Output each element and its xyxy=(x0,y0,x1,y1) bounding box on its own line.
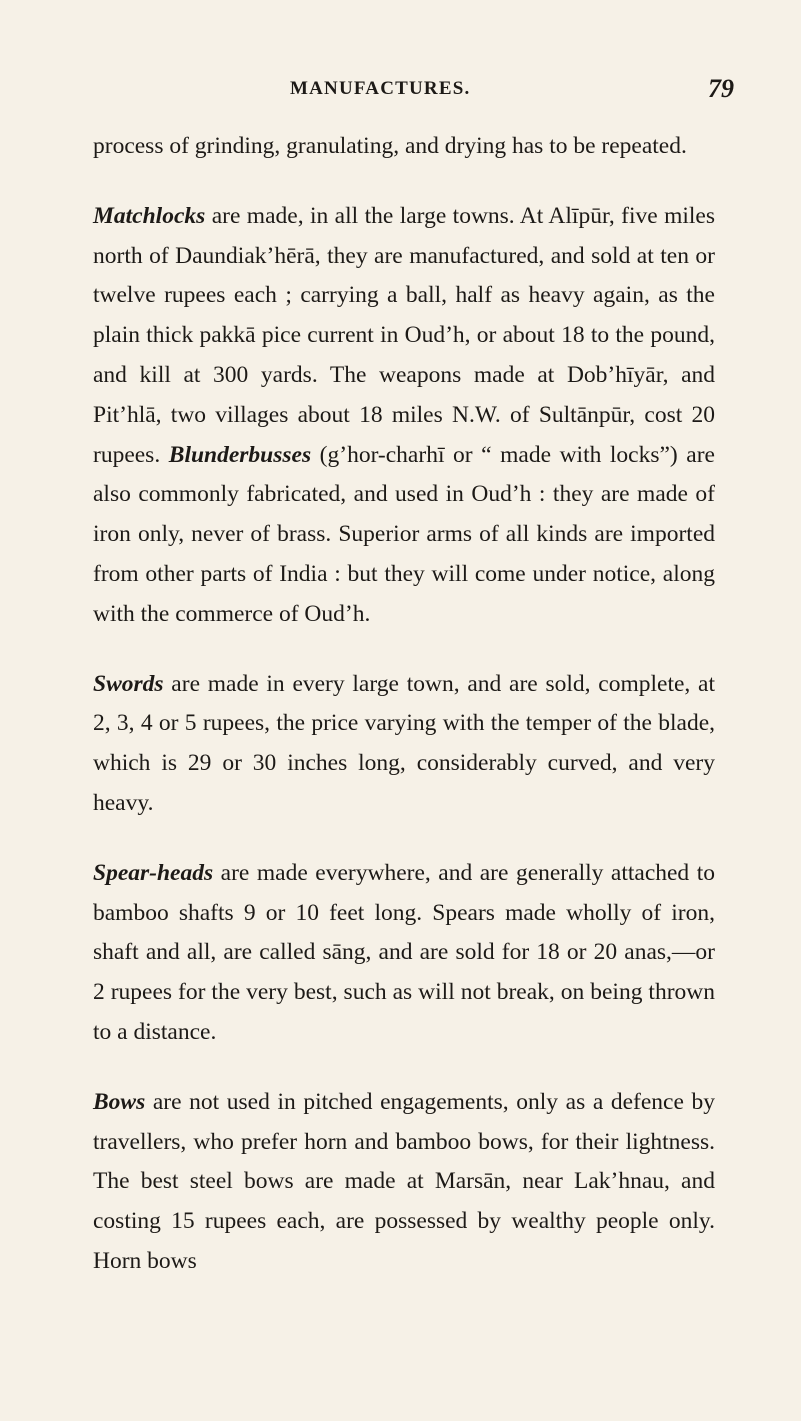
bows-heading: Bows xyxy=(93,1088,146,1115)
body-text xyxy=(93,127,715,1312)
swords-heading: Swords xyxy=(93,670,164,697)
paragraph-spear-heads xyxy=(93,854,715,1053)
spear-heads-heading: Spear-heads xyxy=(93,859,214,886)
running-title: MANUFACTURES. xyxy=(290,78,471,99)
paragraph-text: are made in every large town, and are sold, complete, at 2, 3, 4 or 5 rupees, the price varying with the temper of the blade, which is 29 or 30 inches long, considerably curved, and very heavy. xyxy=(93,670,715,816)
paragraph-bows xyxy=(93,1083,715,1282)
page-number: 79 xyxy=(708,74,734,103)
paragraph-text-continued: (g’hor-charhī or “ made with locks”) are also commonly fabricated, and used in Oud’h : they are made of iron only, never of brass. Superior arms of all kinds are imported from other parts of India : but they will come under notice, along with the commerce of Oud’h. xyxy=(93,441,715,627)
running-head xyxy=(0,74,801,108)
paragraph-grinding xyxy=(93,127,715,167)
matchlocks-heading: Matchlocks xyxy=(93,202,206,229)
paragraph-text: are not used in pitched engagements, only as a defence by travellers, who prefer horn and bamboo bows, for their lightness. The best steel bows are made at Marsān, near Lak’hnau, and costing 15 rupees each, are possessed by wealthy people only. Horn bows xyxy=(93,1088,715,1274)
paragraph-text: are made, in all the large towns. At Alīpūr, five miles north of Daundiak’hērā, they are manufactured, and sold at ten or twelve rupees each ; carrying a ball, half as heavy again, as the plain thick pakkā pice current in Oud’h, or about 18 to the pound, and kill at 300 yards. The weapons made at Dob’hīyār, and Pit’hlā, two villages about 18 miles N.W. of Sultānpūr, cost 20 rupees. xyxy=(93,202,715,468)
blunderbusses-heading: Blunderbusses xyxy=(168,441,312,468)
paragraph-text: are made everywhere, and are generally attached to bamboo shafts 9 or 10 feet long. Spears made wholly of iron, shaft and all, are called sāng, and are sold for 18 or 20 anas,—or 2 rupees for the very best, such as will not break, on being thrown to a distance. xyxy=(93,859,715,1045)
paragraph-matchlocks xyxy=(93,197,715,635)
paragraph-swords xyxy=(93,665,715,824)
paragraph-text: process of grinding, granulating, and drying has to be repeated. xyxy=(93,133,687,159)
